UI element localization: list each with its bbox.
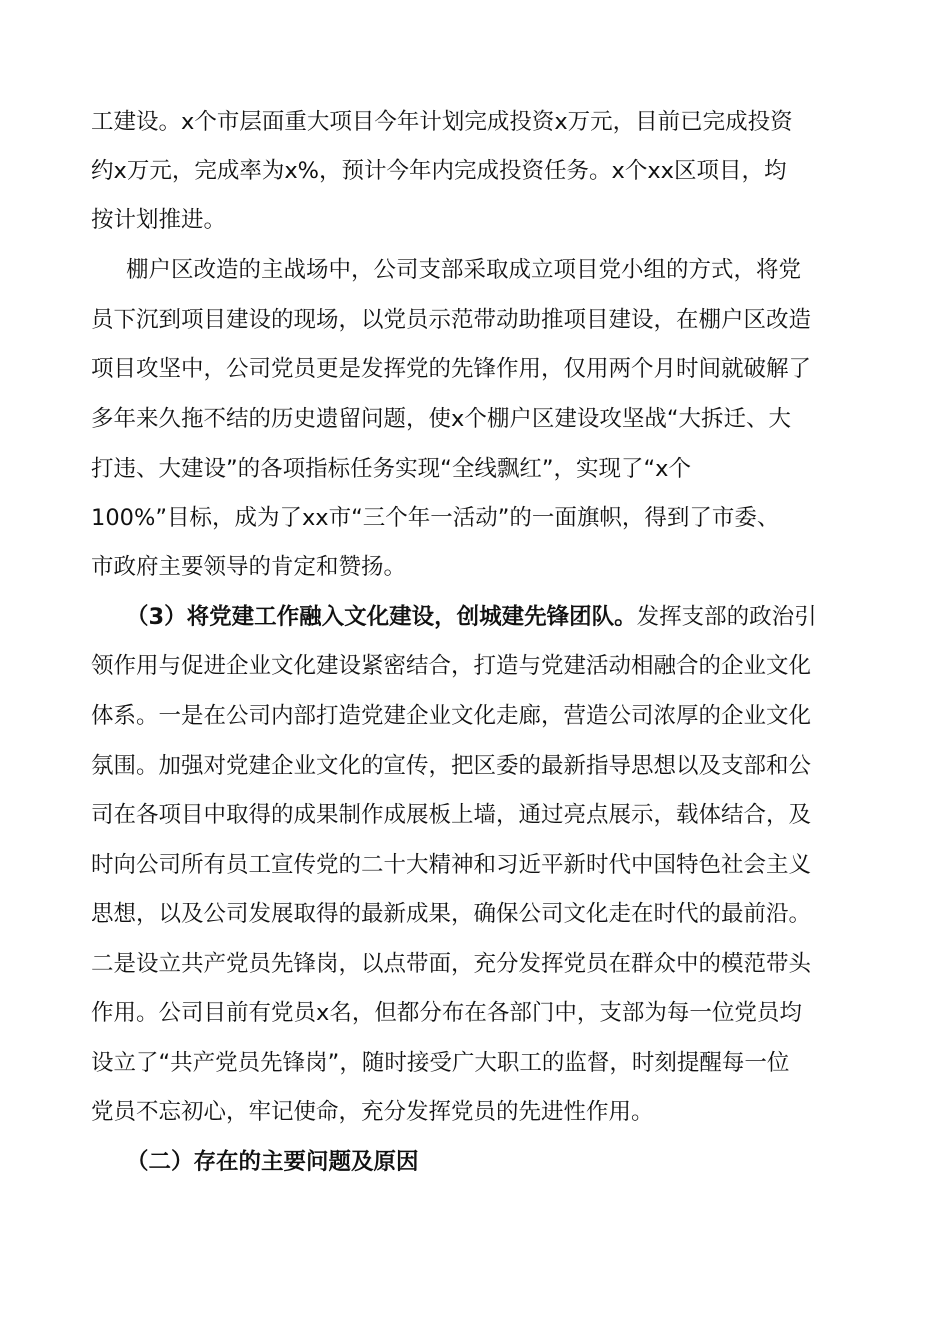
paragraph-text: 发挥支部的政治引 bbox=[636, 604, 817, 630]
paragraph-line: 思想，以及公司发展取得的最新成果，确保公司文化走在时代的最前沿。 bbox=[91, 901, 812, 927]
paragraph-line: 氛围。加强对党建企业文化的宣传，把区委的最新指导思想以及支部和公 bbox=[91, 753, 812, 779]
paragraph-line: 司在各项目中取得的成果制作成展板上墙，通过亮点展示，载体结合，及 bbox=[91, 802, 812, 828]
paragraph-line: 党员不忘初心，牢记使命，充分发挥党员的先进性作用。 bbox=[91, 1099, 654, 1125]
paragraph-line: 作用。公司目前有党员x名，但都分布在各部门中，支部为每一位党员均 bbox=[91, 1000, 802, 1026]
paragraph-line: 约x万元，完成率为x%，预计今年内完成投资任务。x个xx区项目，均 bbox=[91, 158, 787, 184]
paragraph-line-with-heading bbox=[126, 602, 817, 632]
paragraph-line: 100%”目标，成为了xx市“三个年一活动”的一面旗帜，得到了市委、 bbox=[91, 505, 780, 531]
paragraph-line: 工建设。x个市层面重大项目今年计划完成投资x万元，目前已完成投资 bbox=[91, 109, 793, 135]
paragraph-line: 多年来久拖不结的历史遗留问题，使x个棚户区建设攻坚战“大拆迁、大 bbox=[91, 406, 791, 432]
paragraph-line: 二是设立共产党员先锋岗，以点带面，充分发挥党员在群众中的模范带头 bbox=[91, 951, 812, 977]
paragraph-line: 设立了“共产党员先锋岗”，随时接受广大职工的监督，时刻提醒每一位 bbox=[91, 1050, 790, 1076]
paragraph-line: 时向公司所有员工宣传党的二十大精神和习近平新时代中国特色社会主义 bbox=[91, 852, 812, 878]
paragraph-line: 领作用与促进企业文化建设紧密结合，打造与党建活动相融合的企业文化 bbox=[91, 653, 812, 679]
paragraph-line: 市政府主要领导的肯定和赞扬。 bbox=[91, 554, 407, 580]
paragraph-line: 棚户区改造的主战场中，公司支部采取成立项目党小组的方式，将党 bbox=[126, 257, 802, 283]
paragraph-line: 项目攻坚中，公司党员更是发挥党的先锋作用，仅用两个月时间就破解了 bbox=[91, 356, 812, 382]
paragraph-line: 员下沉到项目建设的现场，以党员示范带动助推项目建设，在棚户区改造 bbox=[91, 307, 812, 333]
paragraph-line: 体系。一是在公司内部打造党建企业文化走廊，营造公司浓厚的企业文化 bbox=[91, 703, 812, 729]
paragraph-line: 打违、大建设”的各项指标任务实现“全线飘红”，实现了“x个 bbox=[91, 456, 691, 482]
paragraph-line: 按计划推进。 bbox=[91, 207, 227, 233]
section-heading-2: （二）存在的主要问题及原因 bbox=[126, 1149, 419, 1175]
section-heading-3: （3）将党建工作融入文化建设，创城建先锋团队。 bbox=[126, 604, 637, 630]
